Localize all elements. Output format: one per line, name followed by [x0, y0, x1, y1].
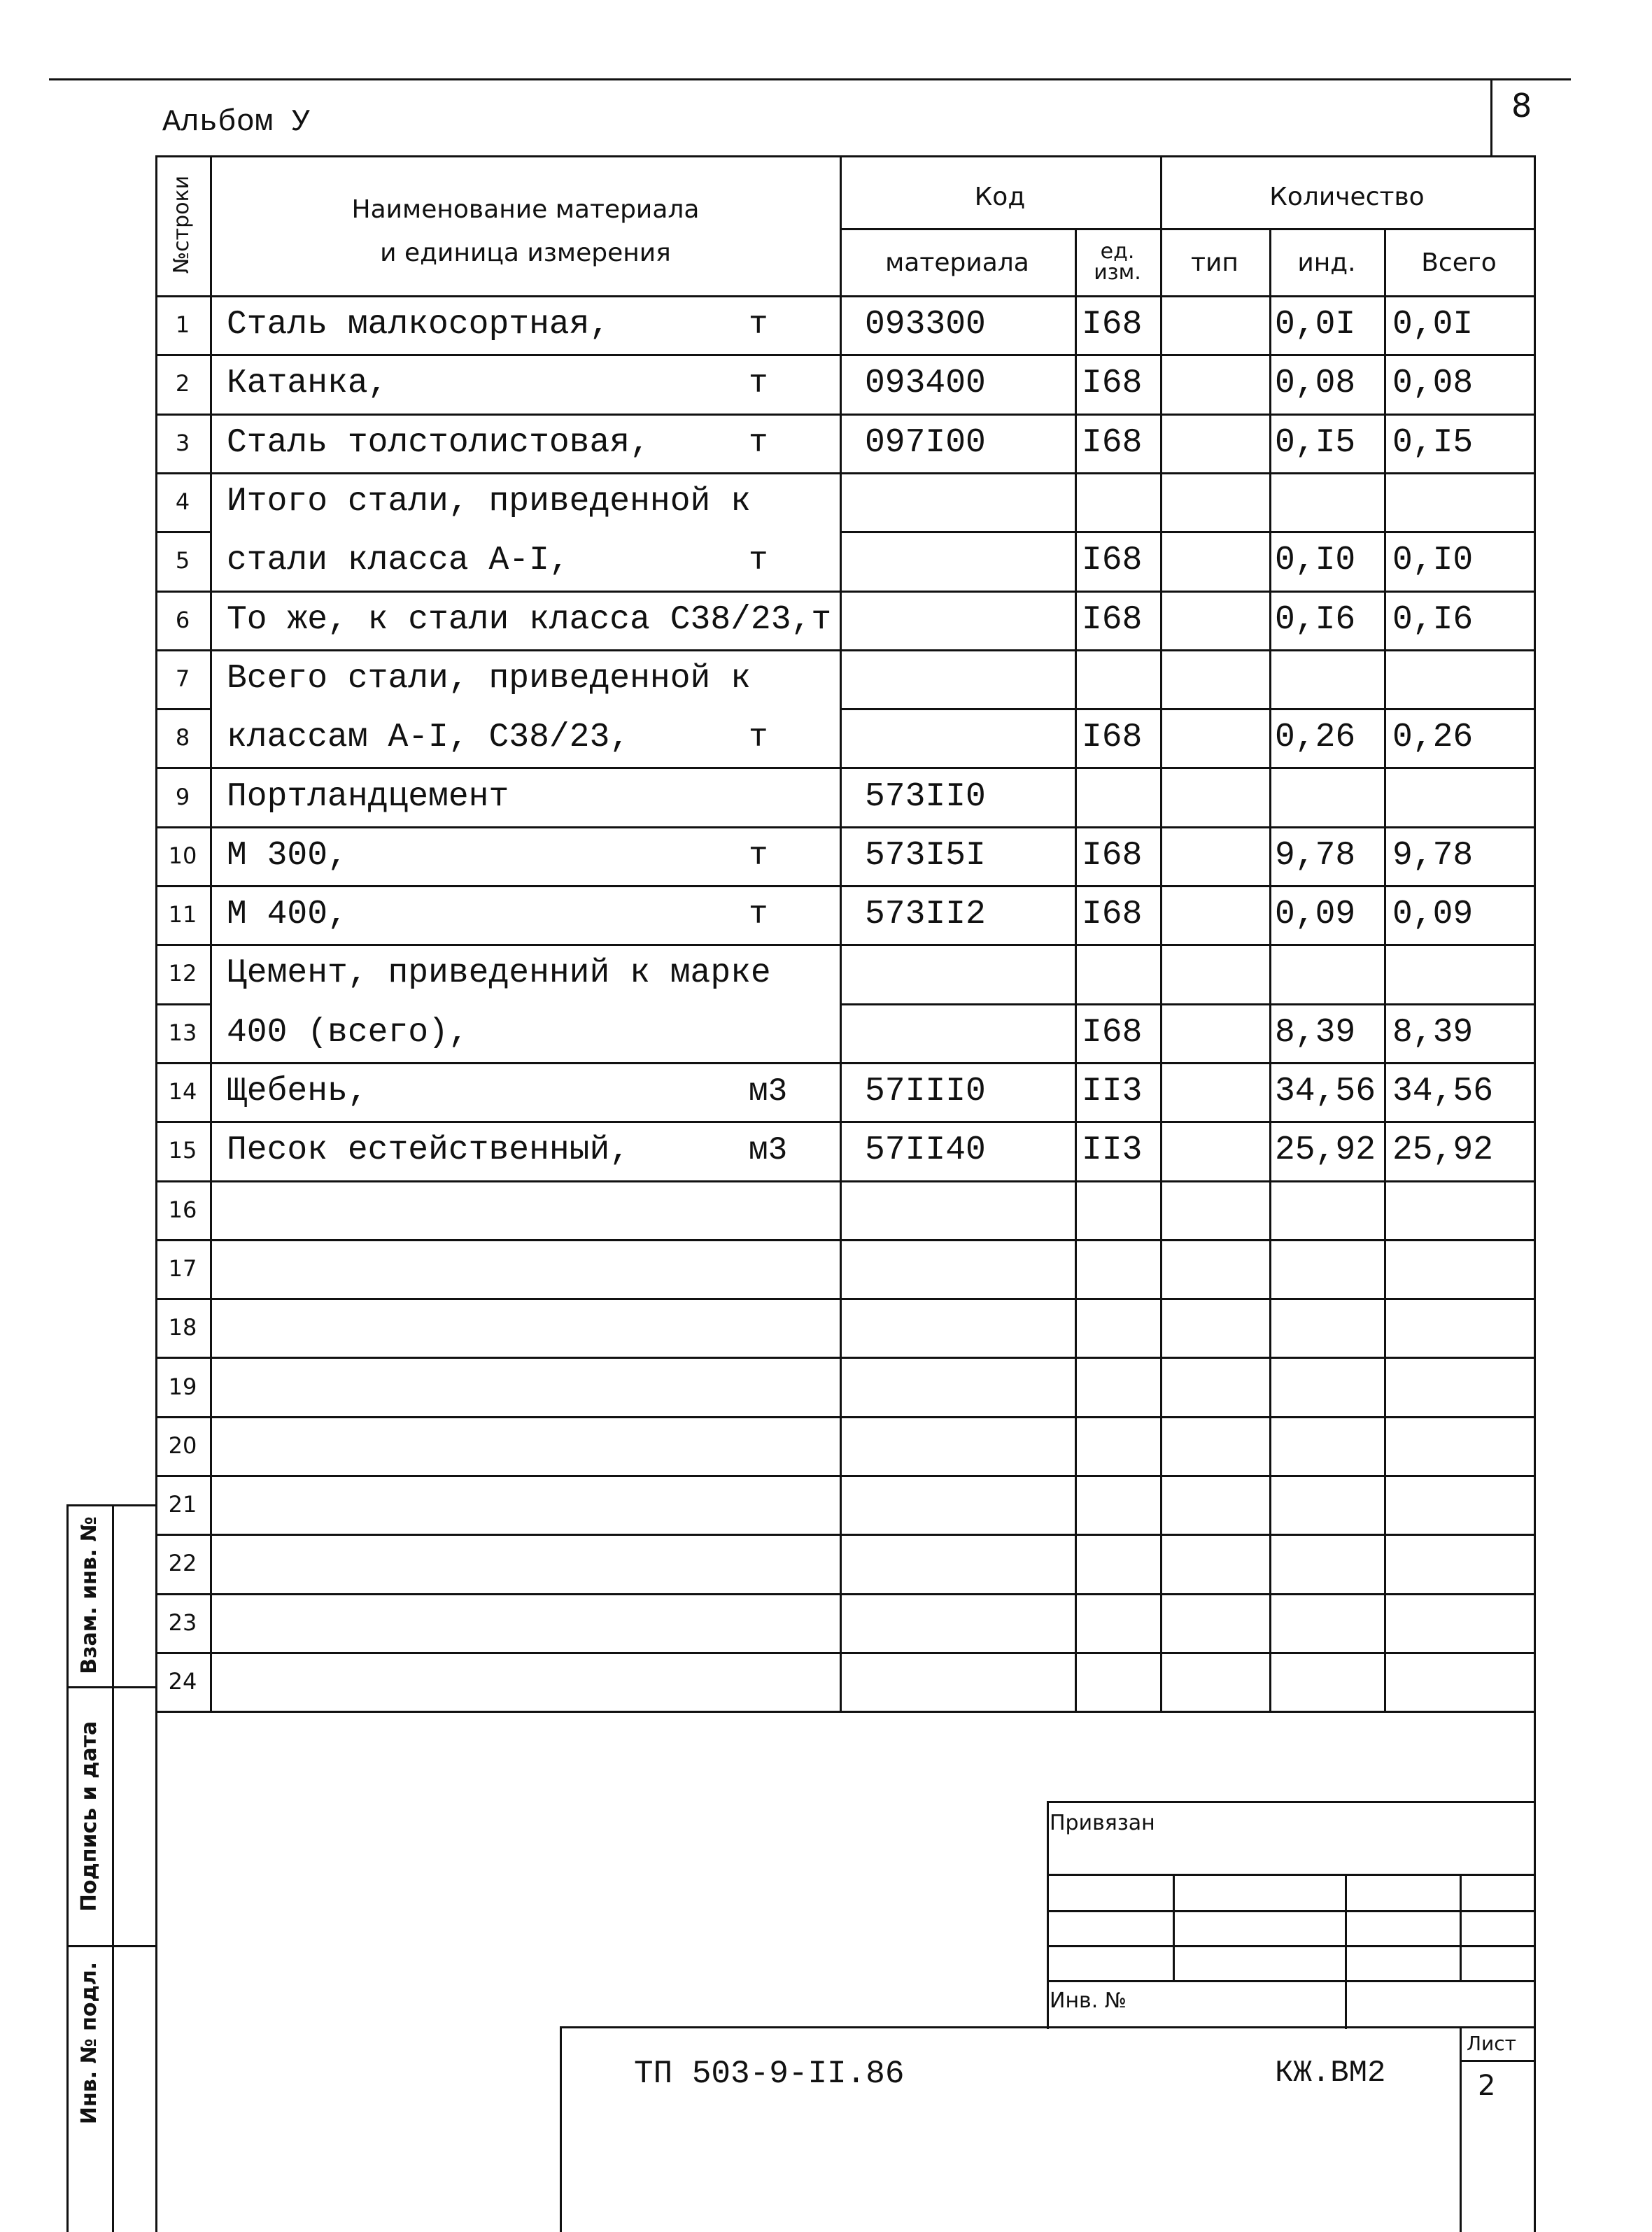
header-sub-divider [840, 228, 1534, 230]
material-code [865, 708, 1068, 767]
qty-ind: 9,78 [1275, 836, 1356, 875]
qty-total [1392, 767, 1532, 826]
qty-type [1167, 295, 1265, 354]
stamp-privyazan: Привязан [1050, 1811, 1155, 1835]
material-unit [749, 1180, 826, 1239]
title-block-left [560, 2026, 562, 2232]
material-unit [749, 1475, 826, 1534]
list-label: Лист [1467, 2032, 1516, 2055]
col-line-name [840, 155, 842, 1711]
row-number: 2 [175, 370, 190, 397]
material-code: 57II40 [865, 1131, 986, 1170]
album-title: Альбом У [162, 105, 311, 140]
qty-ind [1275, 1652, 1384, 1711]
qty-type [1167, 649, 1265, 708]
row-number: 20 [168, 1432, 197, 1459]
side-label-podpis: Подпись и дата [77, 1721, 101, 1912]
qty-type [1167, 1239, 1265, 1298]
qty-ind [1275, 1298, 1384, 1357]
row-number: 18 [168, 1314, 197, 1341]
material-name: Песок естейственный, [227, 1131, 630, 1170]
row-number: 15 [168, 1137, 197, 1164]
unit-code [1082, 944, 1159, 1003]
qty-total [1392, 472, 1532, 531]
material-unit [749, 1534, 826, 1592]
col-line-unit [1160, 155, 1162, 1711]
header-name-line1: Наименование материала [351, 195, 700, 224]
row-number: 7 [175, 665, 190, 692]
qty-type [1167, 1003, 1265, 1062]
stamp-line-4 [1047, 1980, 1534, 1982]
material-name: стали класса А-I, [227, 542, 570, 580]
header-code: Код [974, 182, 1026, 211]
qty-type [1167, 1475, 1265, 1534]
material-code [865, 1298, 1068, 1357]
qty-ind: 25,92 [1275, 1131, 1376, 1170]
qty-ind [1275, 1357, 1384, 1415]
material-code [865, 1534, 1068, 1592]
material-name: М 300, [227, 836, 348, 875]
row-number: 5 [175, 547, 190, 574]
qty-ind: 0,I0 [1275, 542, 1356, 580]
page-left-border [155, 1711, 157, 2232]
material-name: классам А-I, С38/23, [227, 719, 630, 757]
material-unit: т [749, 306, 768, 344]
qty-type [1167, 1534, 1265, 1592]
unit-code [1082, 767, 1159, 826]
row-number: 24 [168, 1668, 197, 1695]
row-number: 23 [168, 1609, 197, 1636]
stamp-inv-no: Инв. № [1050, 1989, 1127, 2013]
right-border [1534, 155, 1536, 2232]
qty-total [1392, 1357, 1532, 1415]
material-unit: т [749, 424, 768, 461]
stamp-privyazan-top [1047, 1801, 1534, 1803]
stamp-col-1 [1173, 1874, 1175, 1980]
header-name-line2: и единица измерения [380, 238, 671, 267]
material-name [227, 1475, 758, 1534]
material-unit: т [749, 837, 768, 874]
qty-ind: 0,I6 [1275, 600, 1356, 639]
material-code [865, 472, 1068, 531]
header-code-unit: ед. изм. [1094, 239, 1141, 285]
material-name [227, 1652, 758, 1711]
material-unit [749, 1003, 826, 1062]
col-line-type [1269, 228, 1271, 1711]
unit-code: I68 [1082, 423, 1143, 462]
doc-code: ТП 503-9-II.86 [634, 2056, 905, 2092]
qty-total: 0,I6 [1392, 600, 1474, 639]
stamp-col-2 [1345, 1874, 1347, 2029]
qty-type [1167, 1062, 1265, 1121]
material-code: 093400 [865, 365, 986, 403]
material-unit [749, 1357, 826, 1415]
unit-code [1082, 1416, 1159, 1475]
header-quantity: Количество [1269, 182, 1425, 211]
material-code: 093300 [865, 306, 986, 344]
qty-type [1167, 944, 1265, 1003]
material-unit [749, 1298, 826, 1357]
qty-type [1167, 414, 1265, 472]
material-code [865, 1593, 1068, 1652]
material-name [227, 1416, 758, 1475]
row-number: 22 [168, 1550, 197, 1577]
qty-total: 0,I0 [1392, 542, 1474, 580]
material-unit [749, 767, 826, 826]
qty-total: 0,I5 [1392, 423, 1474, 462]
material-name: То же, к стали класса С38/23,т [227, 600, 832, 639]
doc-mark: КЖ.ВМ2 [1275, 2056, 1386, 2091]
qty-ind [1275, 1416, 1384, 1475]
unit-code [1082, 649, 1159, 708]
unit-code: I68 [1082, 542, 1143, 580]
row-number: 21 [168, 1491, 197, 1518]
qty-ind: 34,56 [1275, 1073, 1376, 1111]
material-unit: м3 [749, 1132, 788, 1169]
row-number: 14 [168, 1078, 197, 1106]
qty-type [1167, 767, 1265, 826]
list-number: 2 [1478, 2070, 1496, 2102]
qty-type [1167, 826, 1265, 885]
qty-ind: 0,08 [1275, 365, 1356, 403]
qty-total: 9,78 [1392, 836, 1474, 875]
qty-ind [1275, 1534, 1384, 1592]
unit-code: I68 [1082, 1013, 1143, 1052]
qty-total: 0,08 [1392, 365, 1474, 403]
header-code-material: материала [885, 248, 1029, 277]
qty-ind [1275, 944, 1384, 1003]
material-unit: т [749, 719, 768, 756]
qty-type [1167, 591, 1265, 649]
material-name [227, 1298, 758, 1357]
page-number-box-left [1490, 78, 1492, 155]
row-number: 1 [175, 311, 190, 339]
unit-code: I68 [1082, 836, 1143, 875]
qty-type [1167, 472, 1265, 531]
col-line-rownum [210, 155, 212, 1711]
qty-total [1392, 944, 1532, 1003]
material-code: 573II2 [865, 896, 986, 934]
material-name: Щебень, [227, 1073, 368, 1111]
qty-type [1167, 1357, 1265, 1415]
qty-ind: 0,09 [1275, 896, 1356, 934]
material-unit: м3 [749, 1073, 788, 1110]
header-qty-ind: инд. [1297, 248, 1356, 277]
material-code [865, 1416, 1068, 1475]
qty-total: 0,26 [1392, 719, 1474, 757]
row-number: 11 [168, 901, 197, 928]
row-number: 13 [168, 1019, 197, 1046]
qty-total [1392, 1416, 1532, 1475]
side-label-vzam: Взам. инв. № [77, 1516, 101, 1674]
qty-ind: 0,0I [1275, 306, 1356, 344]
unit-code [1082, 1652, 1159, 1711]
title-block-list-left [1460, 2026, 1462, 2232]
material-unit [749, 1239, 826, 1298]
material-name: Сталь толстолистовая, [227, 423, 650, 462]
qty-total: 8,39 [1392, 1013, 1474, 1052]
material-name: Всего стали, приведенной к [227, 659, 751, 698]
material-unit [749, 944, 826, 1003]
stamp-col-3 [1460, 1874, 1462, 1980]
material-unit: т [749, 542, 768, 579]
qty-type [1167, 885, 1265, 944]
side-stamp-left [66, 1504, 69, 2232]
material-code: 573I5I [865, 836, 986, 875]
unit-code: II3 [1082, 1131, 1143, 1170]
qty-type [1167, 531, 1265, 590]
qty-ind: 0,26 [1275, 719, 1356, 757]
qty-total: 34,56 [1392, 1073, 1494, 1111]
row-number: 17 [168, 1255, 197, 1282]
qty-total [1392, 649, 1532, 708]
qty-ind [1275, 1593, 1384, 1652]
side-label-inv-podl: Инв. № подл. [77, 1961, 101, 2125]
header-qty-total: Всего [1421, 248, 1497, 277]
material-code [865, 1180, 1068, 1239]
top-border [49, 78, 1571, 80]
qty-ind [1275, 767, 1384, 826]
material-code: 573II0 [865, 777, 986, 816]
material-name: Итого стали, приведенной к [227, 483, 751, 521]
material-name: Цемент, приведенний к марке [227, 954, 771, 993]
material-unit [749, 472, 826, 531]
material-name: М 400, [227, 896, 348, 934]
unit-code [1082, 1475, 1159, 1534]
qty-ind [1275, 649, 1384, 708]
material-name: Катанка, [227, 365, 388, 403]
material-name [227, 1593, 758, 1652]
row-number: 9 [175, 783, 190, 810]
col-line-ind [1384, 228, 1386, 1711]
side-stamp-mid [112, 1504, 114, 2232]
qty-ind [1275, 1475, 1384, 1534]
table-bottom-border [155, 1711, 1534, 1713]
row-number: 3 [175, 429, 190, 456]
material-name [227, 1534, 758, 1592]
material-name: Портландцемент [227, 777, 509, 816]
material-code: 57III0 [865, 1073, 986, 1111]
material-unit [749, 649, 826, 708]
title-block-top [560, 2026, 1534, 2028]
material-code [865, 944, 1068, 1003]
material-unit [749, 591, 826, 649]
unit-code: I68 [1082, 306, 1143, 344]
qty-total [1392, 1475, 1532, 1534]
material-unit [749, 1593, 826, 1652]
qty-total [1392, 1298, 1532, 1357]
row-number: 8 [175, 724, 190, 751]
qty-type [1167, 1652, 1265, 1711]
qty-total [1392, 1534, 1532, 1592]
qty-ind: 0,I5 [1275, 423, 1356, 462]
material-code [865, 649, 1068, 708]
qty-type [1167, 1121, 1265, 1180]
material-code: 097I00 [865, 423, 986, 462]
page-number: 8 [1511, 87, 1532, 125]
stamp-privyazan-left [1047, 1801, 1049, 2029]
qty-type [1167, 1180, 1265, 1239]
qty-total: 0,09 [1392, 896, 1474, 934]
side-stamp-sep1 [66, 1686, 157, 1688]
material-name [227, 1357, 758, 1415]
qty-total [1392, 1652, 1532, 1711]
unit-code [1082, 1180, 1159, 1239]
qty-type [1167, 1298, 1265, 1357]
qty-total: 0,0I [1392, 306, 1474, 344]
material-name [227, 1180, 758, 1239]
qty-type [1167, 354, 1265, 413]
material-code [865, 1003, 1068, 1062]
row-number: 19 [168, 1373, 197, 1400]
qty-total: 25,92 [1392, 1131, 1494, 1170]
row-number: 4 [175, 488, 190, 516]
row-number: 16 [168, 1196, 197, 1223]
material-code [865, 1357, 1068, 1415]
qty-type [1167, 708, 1265, 767]
qty-ind [1275, 472, 1384, 531]
material-code [865, 531, 1068, 590]
row-number: 10 [168, 842, 197, 869]
material-code [865, 1239, 1068, 1298]
row-number: 6 [175, 606, 190, 633]
material-code [865, 591, 1068, 649]
unit-code [1082, 1593, 1159, 1652]
unit-code: I68 [1082, 600, 1143, 639]
material-name [227, 1239, 758, 1298]
header-qty-type: тип [1191, 248, 1238, 277]
col-line-code [1075, 228, 1077, 1711]
unit-code: I68 [1082, 365, 1143, 403]
unit-code [1082, 472, 1159, 531]
unit-code [1082, 1239, 1159, 1298]
material-name: Сталь малкосортная, [227, 306, 610, 344]
qty-total [1392, 1593, 1532, 1652]
unit-code [1082, 1357, 1159, 1415]
unit-code: I68 [1082, 896, 1143, 934]
qty-total [1392, 1180, 1532, 1239]
qty-total [1392, 1239, 1532, 1298]
table-top-border [155, 155, 1534, 157]
unit-code: II3 [1082, 1073, 1143, 1111]
material-code [865, 1475, 1068, 1534]
material-name: 400 (всего), [227, 1013, 469, 1052]
qty-ind: 8,39 [1275, 1013, 1356, 1052]
qty-ind [1275, 1180, 1384, 1239]
row-number: 12 [168, 960, 197, 987]
qty-type [1167, 1593, 1265, 1652]
material-unit [749, 1652, 826, 1711]
material-code [865, 1652, 1068, 1711]
material-unit: т [749, 896, 768, 933]
title-block-list-sep [1460, 2060, 1534, 2062]
header-row-number: №строки [169, 175, 194, 274]
material-unit [749, 1416, 826, 1475]
qty-ind [1275, 1239, 1384, 1298]
qty-type [1167, 1416, 1265, 1475]
unit-code [1082, 1298, 1159, 1357]
unit-code [1082, 1534, 1159, 1592]
material-unit: т [749, 365, 768, 402]
unit-code: I68 [1082, 719, 1143, 757]
